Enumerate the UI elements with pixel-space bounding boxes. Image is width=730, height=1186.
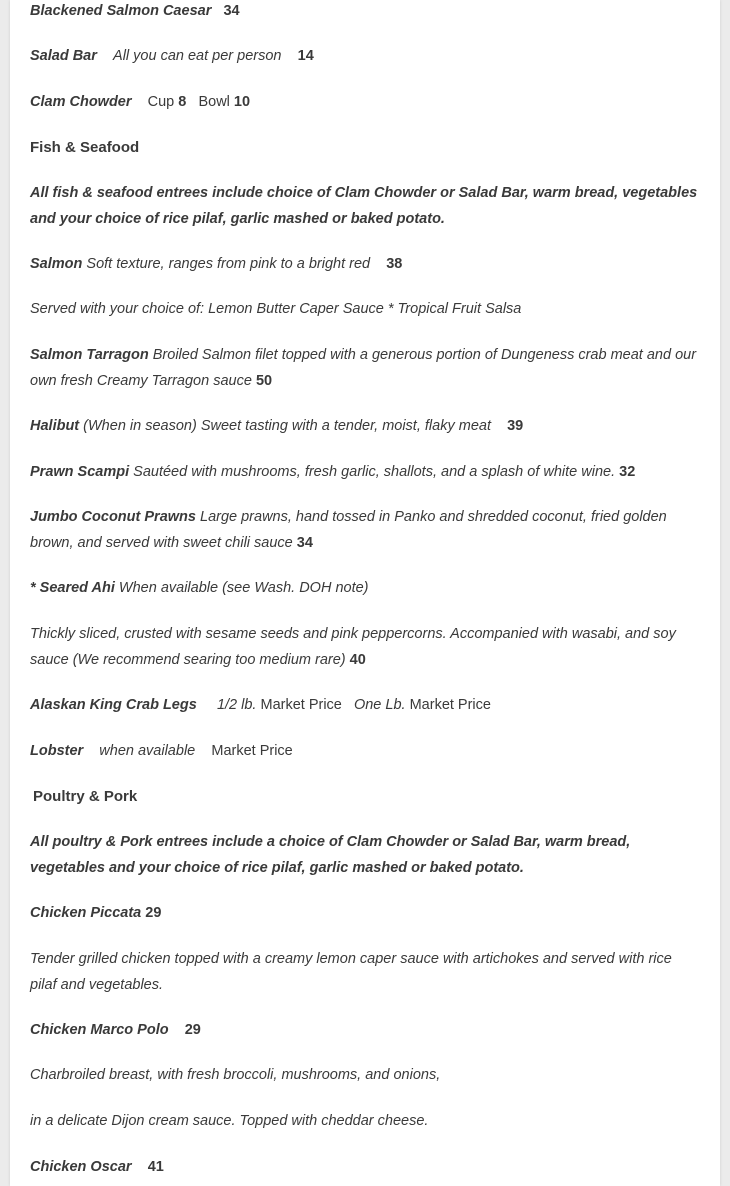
menu-item-chicken-oscar xyxy=(30,1155,702,1181)
item-price: 39 xyxy=(507,418,524,434)
section-note-fish: All fish & seafood entrees include choice of Clam Chowder or Salad Bar, warm bread, vegetables and your choice of rice pilaf, garlic mashed or baked potato. xyxy=(30,185,698,227)
item-price: 41 xyxy=(147,1159,164,1175)
item-price: 40 xyxy=(349,651,366,668)
item-price: 34 xyxy=(296,534,313,551)
half-pound-label: 1/2 lb. xyxy=(216,697,257,713)
item-availability: When available (see Wash. DOH note) xyxy=(118,580,369,596)
one-pound-price: Market Price xyxy=(409,697,491,713)
menu-item-salmon xyxy=(30,252,702,278)
section-heading-poultry-pork: Poultry & Pork xyxy=(33,788,138,805)
cup-price: 8 xyxy=(178,94,187,110)
item-name: Jumbo Coconut Prawns xyxy=(30,509,196,525)
chicken-marco-polo-description-1: Charbroiled breast, with fresh broccoli, mushrooms, and onions, xyxy=(30,1067,441,1083)
section-heading-fish-seafood: Fish & Seafood xyxy=(30,139,140,156)
menu-item-alaskan-king-crab-legs xyxy=(30,693,702,719)
menu-item-seared-ahi xyxy=(30,576,702,602)
bowl-price: 10 xyxy=(233,94,251,110)
item-description: Large prawns, hand tossed in Panko and shredded coconut, fried golden brown, and served with sweet chili sauce xyxy=(30,509,667,551)
menu-item-jumbo-coconut-prawns xyxy=(30,505,702,556)
item-description: Broiled Salmon filet topped with a generous portion of Dungeness crab meat and our own fresh Creamy Tarragon sauce xyxy=(30,347,697,389)
item-description: Sautéed with mushrooms, fresh garlic, shallots, and a splash of white wine. xyxy=(133,464,616,480)
menu-item-clam-chowder xyxy=(30,90,702,116)
item-price: 14 xyxy=(297,48,314,64)
seared-ahi-description xyxy=(30,622,702,673)
item-name: Chicken Marco Polo xyxy=(30,1022,169,1038)
one-pound-label: One Lb. xyxy=(353,697,406,713)
item-description: Thickly sliced, crusted with sesame seeds and pink peppercorns. Accompanied with wasabi, and soy sauce (We recommend searing too medium rare) xyxy=(30,626,676,668)
item-name: Halibut xyxy=(30,418,80,434)
menu-item-lobster xyxy=(30,739,702,765)
menu-item-chicken-marco-polo xyxy=(30,1018,702,1044)
item-name: Chicken Oscar xyxy=(30,1159,132,1175)
item-price: 29 xyxy=(145,905,162,921)
item-description: Soft texture, ranges from pink to a bright red xyxy=(86,256,371,272)
item-availability: when available xyxy=(99,743,196,759)
item-description: (When in season) Sweet tasting with a tender, moist, flaky meat xyxy=(83,418,491,434)
menu-item-halibut xyxy=(30,414,702,440)
item-name: Alaskan King Crab Legs xyxy=(30,697,197,713)
item-name: Salmon xyxy=(30,256,83,272)
cup-label: Cup xyxy=(147,94,175,110)
item-name: Lobster xyxy=(30,743,84,759)
half-pound-price: Market Price xyxy=(260,697,342,713)
item-name: Clam Chowder xyxy=(30,94,132,110)
menu-item-salad-bar xyxy=(30,44,702,70)
item-price: Market Price xyxy=(211,743,293,759)
item-name: Chicken Piccata xyxy=(30,905,142,921)
item-price: 34 xyxy=(223,3,240,19)
menu-item-blackened-salmon-caesar xyxy=(30,0,702,25)
menu-item-prawn-scampi xyxy=(30,460,702,486)
item-description: All you can eat per person xyxy=(113,48,282,64)
salmon-sauce-options: Served with your choice of: Lemon Butter Caper Sauce * Tropical Fruit Salsa xyxy=(30,301,522,317)
item-name: Salmon Tarragon xyxy=(30,347,149,363)
section-note-poultry: All poultry & Pork entrees include a choice of Clam Chowder or Salad Bar, warm bread, vegetables and your choice of rice pilaf, garlic mashed or baked potato. xyxy=(30,834,631,876)
item-name: Prawn Scampi xyxy=(30,464,130,480)
menu-item-salmon-tarragon xyxy=(30,343,702,394)
menu-page xyxy=(10,0,720,1186)
menu-item-chicken-piccata xyxy=(30,901,702,927)
item-price: 29 xyxy=(184,1022,201,1038)
item-price: 38 xyxy=(386,256,403,272)
chicken-marco-polo-description-2: in a delicate Dijon cream sauce. Topped with cheddar cheese. xyxy=(30,1113,429,1129)
item-name: * Seared Ahi xyxy=(30,580,115,596)
item-name: Salad Bar xyxy=(30,48,97,64)
item-price: 50 xyxy=(255,372,273,389)
item-name: Blackened Salmon Caesar xyxy=(30,3,212,19)
item-price: 32 xyxy=(619,464,636,480)
bowl-label: Bowl xyxy=(198,94,230,110)
chicken-piccata-description: Tender grilled chicken topped with a creamy lemon caper sauce with artichokes and served with rice pilaf and vegetables. xyxy=(30,951,672,993)
